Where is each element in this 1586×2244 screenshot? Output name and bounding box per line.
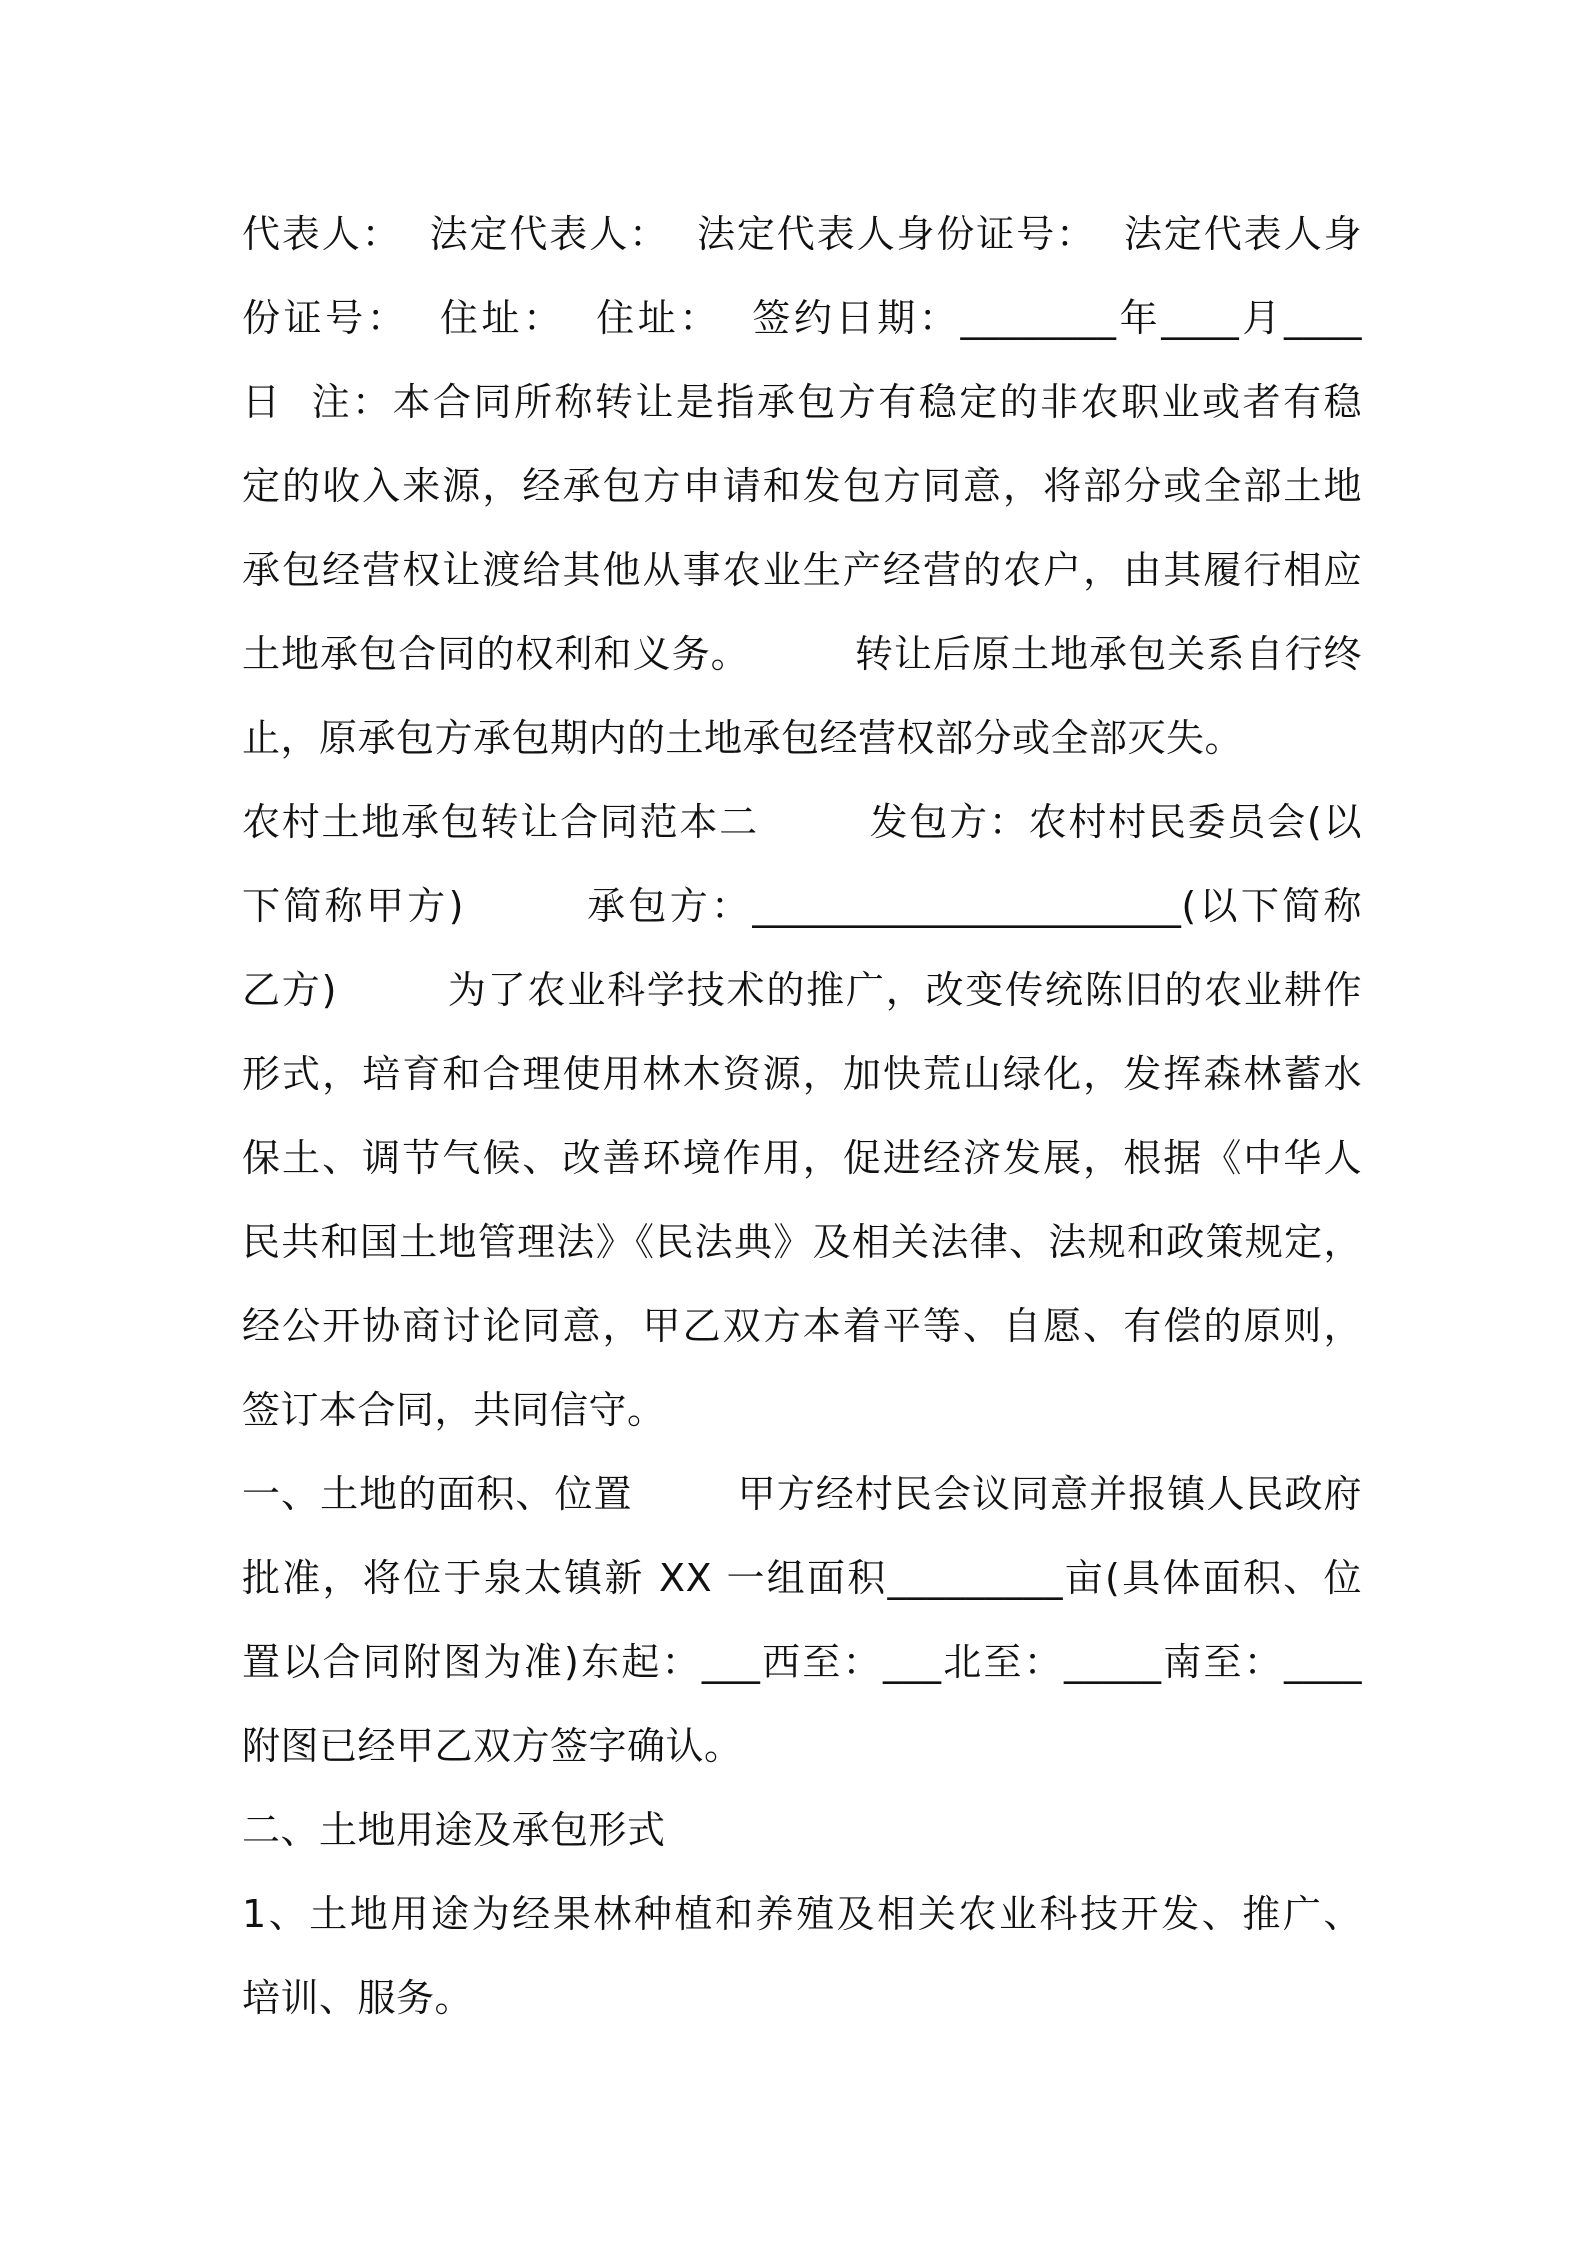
text-line: 日 注：本合同所称转让是指承包方有稳定的非农职业或者有稳 xyxy=(242,380,1362,424)
text-line: 保土、调节气候、改善环境作用，促进经济发展，根据《中华人 xyxy=(242,1136,1362,1180)
text-line: 经公开协商讨论同意，甲乙双方本着平等、自愿、有偿的原则， xyxy=(242,1304,1362,1348)
section-heading: 二、土地用途及承包形式 xyxy=(242,1808,666,1852)
text-line: 份证号： 住址： 住址： 签约日期：________年____月____ xyxy=(242,296,1362,340)
contract-text xyxy=(242,192,1362,2040)
text-line: 定的收入来源，经承包方申请和发包方同意，将部分或全部土地 xyxy=(242,464,1362,508)
text-line: 下简称甲方) 承包方：______________________(以下简称 xyxy=(242,884,1362,928)
text-line: 代表人： 法定代表人： 法定代表人身份证号： 法定代表人身 xyxy=(242,212,1362,256)
text-line: 培训、服务。 xyxy=(242,1976,474,2020)
text-line: 民共和国土地管理法》《民法典》及相关法律、法规和政策规定， xyxy=(242,1220,1362,1264)
text-line: 乙方) 为了农业科学技术的推广，改变传统陈旧的农业耕作 xyxy=(242,968,1362,1012)
text-line: 农村土地承包转让合同范本二 发包方：农村村民委员会(以 xyxy=(242,800,1362,844)
text-line: 形式，培育和合理使用林木资源，加快荒山绿化，发挥森林蓄水 xyxy=(242,1052,1362,1096)
text-line: 1、土地用途为经果林种植和养殖及相关农业科技开发、推广、 xyxy=(242,1892,1362,1936)
text-line: 土地承包合同的权利和义务。 转让后原土地承包关系自行终 xyxy=(242,632,1362,676)
text-line: 一、土地的面积、位置 甲方经村民会议同意并报镇人民政府 xyxy=(242,1472,1362,1516)
text-line: 置以合同附图为准)东起：___西至：___北至：_____南至：____ xyxy=(242,1640,1362,1684)
text-line: 止，原承包方承包期内的土地承包经营权部分或全部灭失。 xyxy=(242,716,1244,760)
text-line: 附图已经甲乙双方签字确认。 xyxy=(242,1724,743,1768)
text-line: 承包经营权让渡给其他从事农业生产经营的农户，由其履行相应 xyxy=(242,548,1362,592)
text-line: 批准，将位于泉太镇新 XX 一组面积_________亩(具体面积、位 xyxy=(242,1556,1362,1600)
text-line: 签订本合同，共同信守。 xyxy=(242,1388,666,1432)
